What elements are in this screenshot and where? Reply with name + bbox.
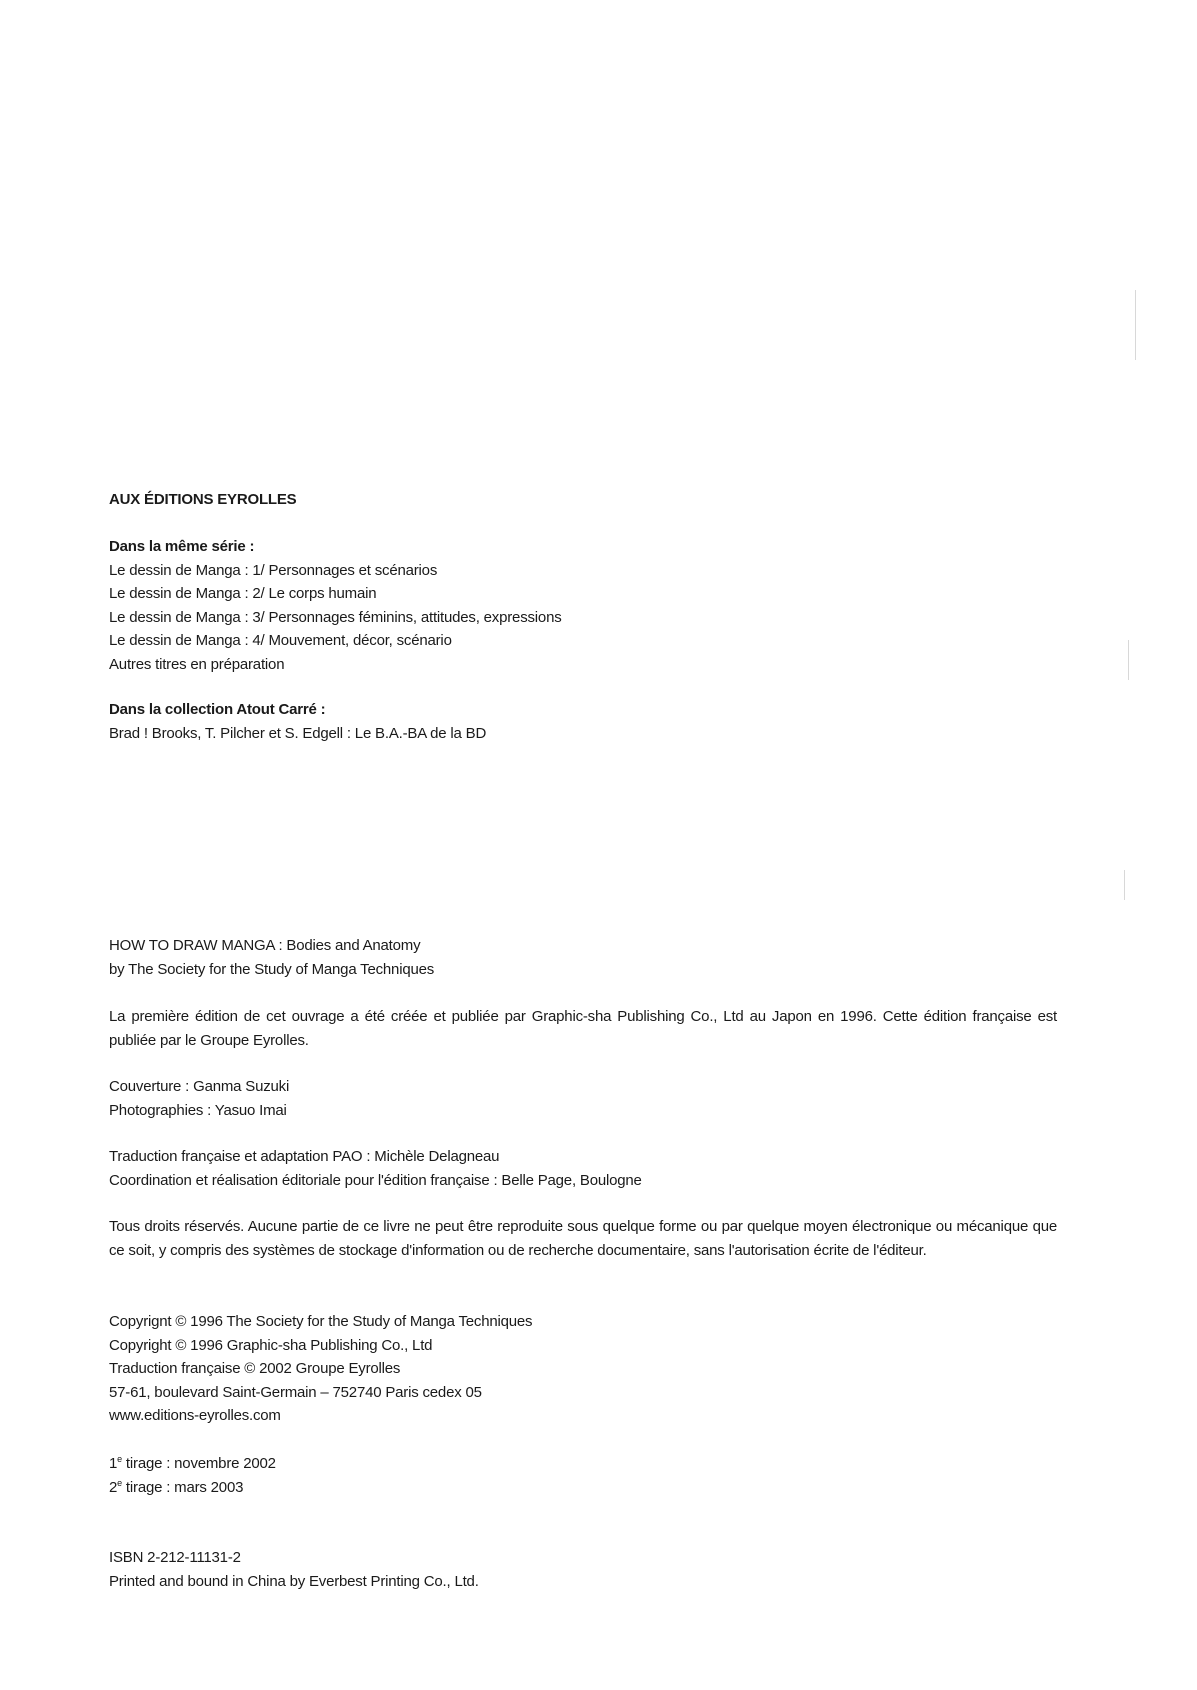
series-item: Autres titres en préparation — [109, 655, 285, 673]
cover-credit: Couverture : Ganma Suzuki — [109, 1078, 290, 1095]
copyright-line: Copyrignt © 1996 The Society for the Study of Manga Techniques — [109, 1313, 533, 1330]
rights-notice: Tous droits réservés. Aucune partie de ce livre ne peut être reproduite sous quelque forme ou par quelque moyen électronique ou mécanique que ce soit, y compris des systèmes de stockage d'information ou de recherche documentaire, sans l'autorisation écrite de l'éditeur. — [109, 1218, 1057, 1259]
collection-section — [109, 698, 1059, 745]
scan-edge-mark — [1135, 290, 1136, 360]
first-printing: 1e tirage : novembre 2002 — [109, 1454, 276, 1472]
printed-by: Printed and bound in China by Everbest Printing Co., Ltd. — [109, 1572, 479, 1590]
translation-section — [109, 1145, 1059, 1192]
series-item: Le dessin de Manga : 2/ Le corps humain — [109, 585, 377, 602]
publisher-section — [109, 488, 1059, 512]
credits-section — [109, 1075, 1059, 1122]
original-author: by The Society for the Study of Manga Techniques — [109, 960, 435, 978]
isbn-section — [109, 1546, 1059, 1593]
series-item: Le dessin de Manga : 4/ Mouvement, décor, scénario — [109, 632, 452, 649]
series-item: Le dessin de Manga : 3/ Personnages féminins, attitudes, expressions — [109, 608, 562, 626]
publisher-website: www.editions-eyrolles.com — [109, 1407, 281, 1424]
photo-credit: Photographies : Yasuo Imai — [109, 1101, 287, 1119]
scan-edge-mark — [1124, 870, 1125, 900]
coordination-credit: Coordination et réalisation éditoriale pour l'édition française : Belle Page, Boulogne — [109, 1171, 642, 1189]
copyright-section — [109, 1310, 1059, 1428]
second-printing: 2e tirage : mars 2003 — [109, 1477, 244, 1496]
collection-heading: Dans la collection Atout Carré : — [109, 701, 326, 718]
edition-note-section — [109, 1005, 1057, 1052]
publisher-heading: AUX ÉDITIONS EYROLLES — [109, 491, 297, 508]
collection-item: Brad ! Brooks, T. Pilcher et S. Edgell : Le B.A.-BA de la BD — [109, 724, 487, 742]
isbn: ISBN 2-212-11131-2 — [109, 1549, 241, 1566]
copyright-line: Copyright © 1996 Graphic-sha Publishing Co., Ltd — [109, 1336, 433, 1354]
printings-section — [109, 1452, 1059, 1499]
series-section — [109, 535, 1059, 676]
original-title: HOW TO DRAW MANGA : Bodies and Anatomy — [109, 937, 421, 954]
scan-edge-mark — [1128, 640, 1129, 680]
edition-note: La première édition de cet ouvrage a été créée et publiée par Graphic-sha Publishing Co., Ltd au Japon en 1996. Cette édition française est publiée par le Groupe Eyrolles. — [109, 1008, 1057, 1049]
series-heading: Dans la même série : — [109, 538, 255, 555]
original-title-section — [109, 934, 1059, 981]
publisher-address: 57-61, boulevard Saint-Germain – 752740 Paris cedex 05 — [109, 1383, 482, 1401]
translator-credit: Traduction française et adaptation PAO : Michèle Delagneau — [109, 1148, 500, 1165]
rights-section — [109, 1215, 1057, 1262]
series-item: Le dessin de Manga : 1/ Personnages et scénarios — [109, 561, 438, 579]
copyright-line: Traduction française © 2002 Groupe Eyrolles — [109, 1360, 401, 1377]
